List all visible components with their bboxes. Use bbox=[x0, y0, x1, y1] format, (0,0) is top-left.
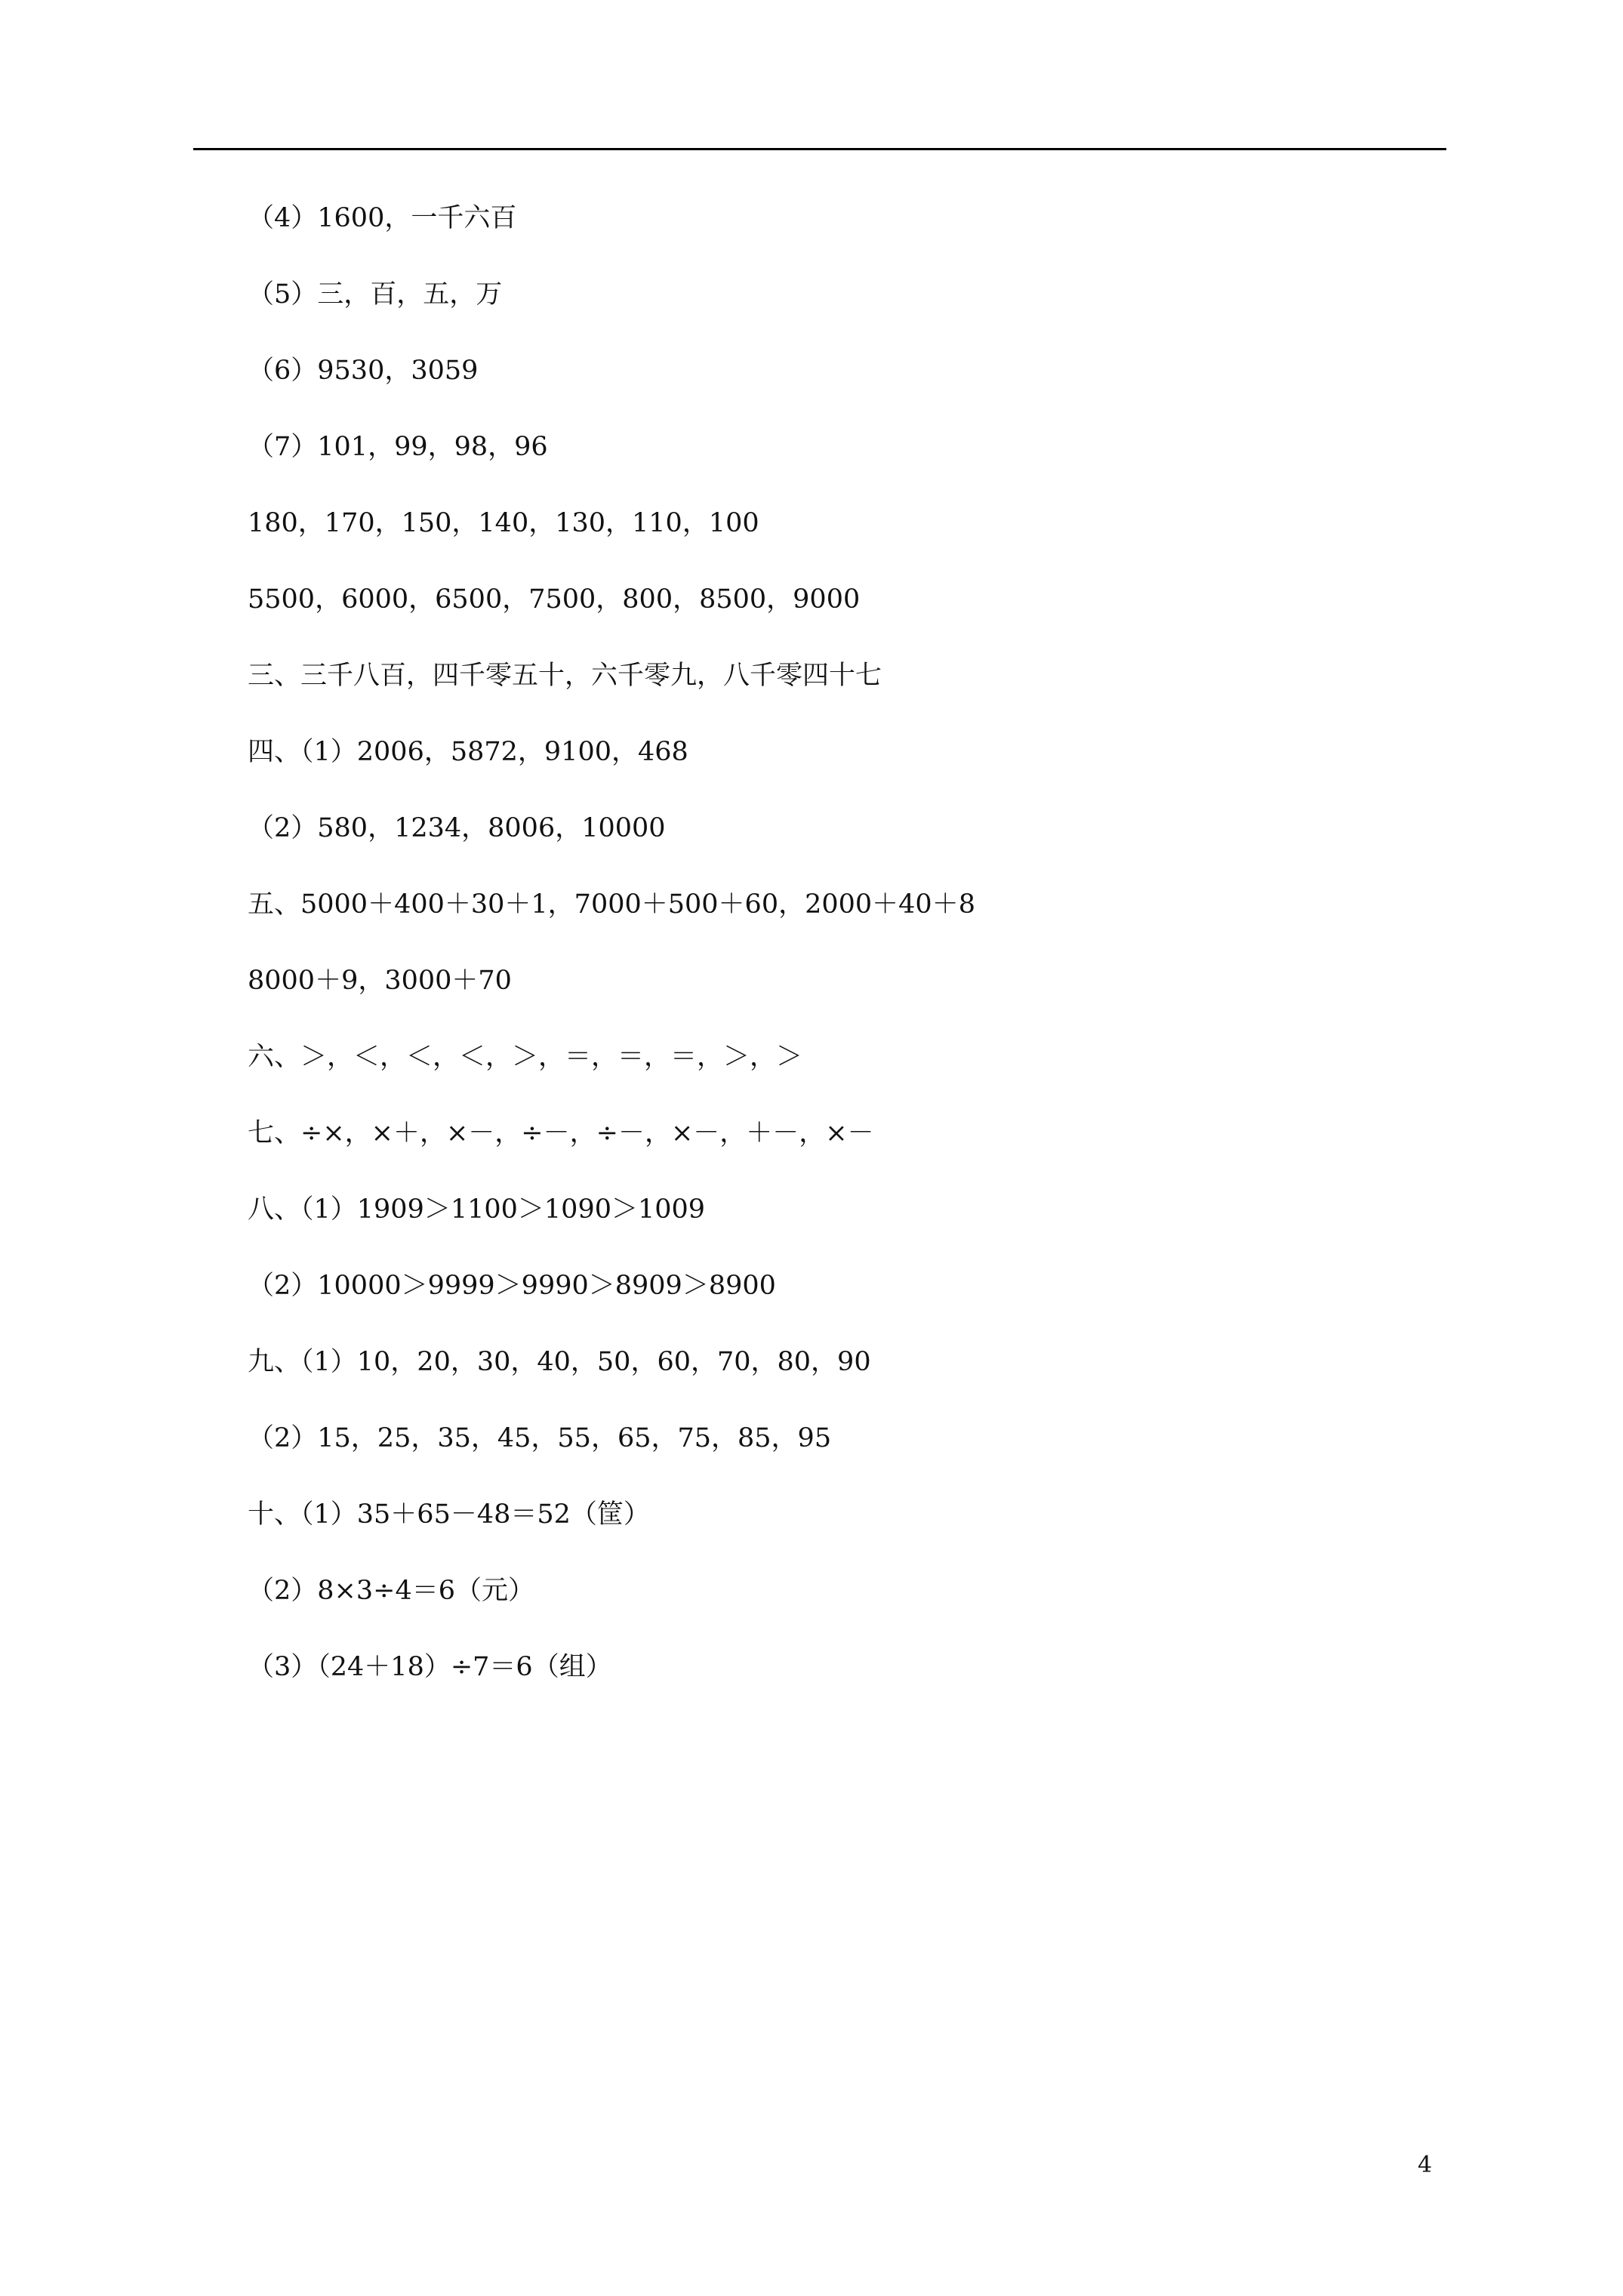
answer-line: 七、÷×，×＋，×－，÷－，÷－，×－，＋－，×－ bbox=[248, 1118, 874, 1148]
answer-line: 五、5000＋400＋30＋1，7000＋500＋60，2000＋40＋8 bbox=[248, 889, 975, 920]
answer-list bbox=[248, 199, 1425, 1724]
answer-line: 三、三千八百，四千零五十，六千零九，八千零四十七 bbox=[248, 661, 882, 691]
answer-line: （2）15，25，35，45，55，65，75，85，95 bbox=[248, 1423, 832, 1453]
answer-line: 九、（1）10，20，30，40，50，60，70，80，90 bbox=[248, 1347, 871, 1377]
answer-line: （4）1600，一千六百 bbox=[248, 203, 517, 233]
answer-line: 5500，6000，6500，7500，800，8500，9000 bbox=[248, 584, 861, 615]
answer-line: （2）8×3÷4＝6（元） bbox=[248, 1576, 534, 1606]
answer-line: 8000＋9，3000＋70 bbox=[248, 966, 512, 996]
answer-line: （3）（24＋18）÷7＝6（组） bbox=[248, 1652, 612, 1682]
answer-line: 180，170，150，140，130，110，100 bbox=[248, 508, 759, 538]
answer-line: （7）101，99，98，96 bbox=[248, 432, 548, 462]
header-rule bbox=[193, 148, 1446, 150]
page-number: 4 bbox=[1418, 2152, 1433, 2178]
answer-line: （2）580，1234，8006，10000 bbox=[248, 813, 666, 843]
answer-line: 六、＞，＜，＜，＜，＞，＝，＝，＝，＞，＞ bbox=[248, 1042, 803, 1072]
answer-line: （5）三，百，五，万 bbox=[248, 279, 503, 310]
answer-line: 四、（1）2006，5872，9100，468 bbox=[248, 737, 688, 767]
answer-line: （2）10000＞9999＞9990＞8909＞8900 bbox=[248, 1271, 776, 1301]
answer-line: 八、（1）1909＞1100＞1090＞1009 bbox=[248, 1194, 706, 1225]
answer-line: （6）9530，3059 bbox=[248, 356, 479, 386]
answer-line: 十、（1）35＋65－48＝52（筐） bbox=[248, 1499, 650, 1530]
